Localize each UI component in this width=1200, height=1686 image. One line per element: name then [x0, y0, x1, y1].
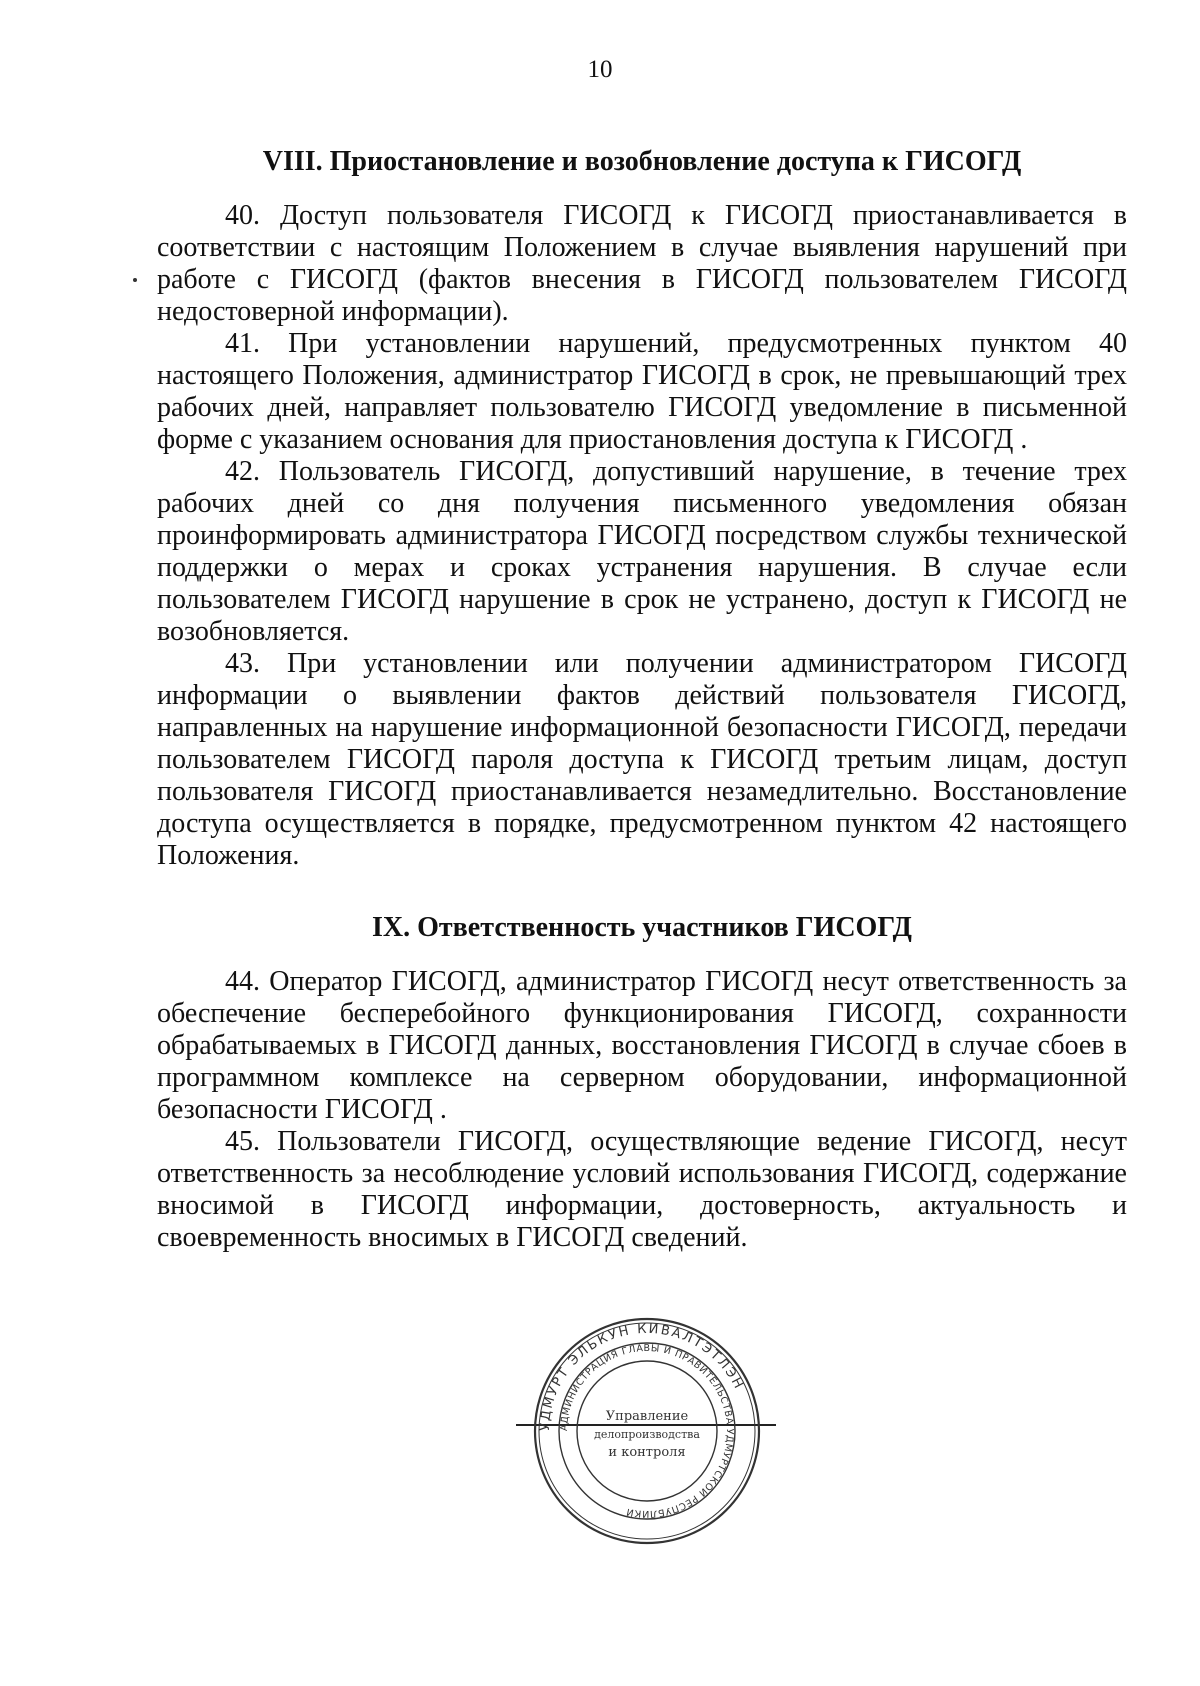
stamp-center-line-3: и контроля: [608, 1445, 686, 1460]
page-number: 10: [587, 56, 613, 83]
stamp-seal-graphic: [532, 1316, 762, 1546]
section-heading-9: IX. Ответственность участников ГИСОГД: [372, 912, 912, 943]
paragraph-41: 41. При установлении нарушений, предусмотренных пунктом 40 настоящего Положения, администратор ГИСОГД в срок, не превышающий трех рабочих дней, направляет пользователю ГИСОГД уведомление в письменной форме с указанием основания для приостановления доступа к ГИСОГД .: [157, 328, 1127, 455]
stamp-middle-text: АДМИНИСТРАЦИЯ ГЛАВЫ И ПРАВИТЕЛЬСТВА УДМУРТСКОЙ РЕСПУБЛИКИ: [558, 1342, 736, 1520]
stamp-center-line-2: делопроизводства: [594, 1428, 700, 1441]
document-body: [157, 146, 1127, 1254]
paragraph-42: 42. Пользователь ГИСОГД, допустивший нарушение, в течение трех рабочих дней со дня получения письменного уведомления обязан проинформировать администратора ГИСОГД посредством службы технической поддержки о мерах и сроках устранения нарушения. В случае если пользователем ГИСОГД нарушение в срок не устранено, доступ к ГИСОГД не возобновляется.: [157, 456, 1127, 647]
stamp-outer-text: УДМУРТ ЭЛЬКУН КИВАЛТЭТЛЭН: [537, 1321, 747, 1432]
paragraph-45: 45. Пользователи ГИСОГД, осуществляющие ведение ГИСОГД, несут ответственность за несоблюдение условий использования ГИСОГД, содержание вносимой в ГИСОГД информации, достоверность, актуальность и своевременность вносимых в ГИСОГД сведений.: [157, 1126, 1127, 1253]
section-heading-8: VIII. Приостановление и возобновление доступа к ГИСОГД: [262, 146, 1022, 177]
official-stamp: [532, 1316, 762, 1546]
stamp-center-line-1: Управление: [605, 1409, 689, 1424]
margin-dot: [133, 278, 137, 282]
paragraph-40: 40. Доступ пользователя ГИСОГД к ГИСОГД приостанавливается в соответствии с настоящим Положением в случае выявления нарушений при работе с ГИСОГД (фактов внесения в ГИСОГД пользователем ГИСОГД недостоверной информации).: [157, 200, 1127, 327]
paragraph-44: 44. Оператор ГИСОГД, администратор ГИСОГД несут ответственность за обеспечение бесперебойного функционирования ГИСОГД, сохранности обрабатываемых в ГИСОГД данных, восстановления ГИСОГД в случае сбоев в программном комплексе на серверном оборудовании, информационной безопасности ГИСОГД .: [157, 966, 1127, 1125]
paragraph-43: 43. При установлении или получении администратором ГИСОГД информации о выявлении фактов действий пользователя ГИСОГД, направленных на нарушение информационной безопасности ГИСОГД, передачи пользователем ГИСОГД пароля доступа к ГИСОГД третьим лицам, доступ пользователя ГИСОГД приостанавливается незамедлительно. Восстановление доступа осуществляется в порядке, предусмотренном пунктом 42 настоящего Положения.: [157, 648, 1127, 871]
